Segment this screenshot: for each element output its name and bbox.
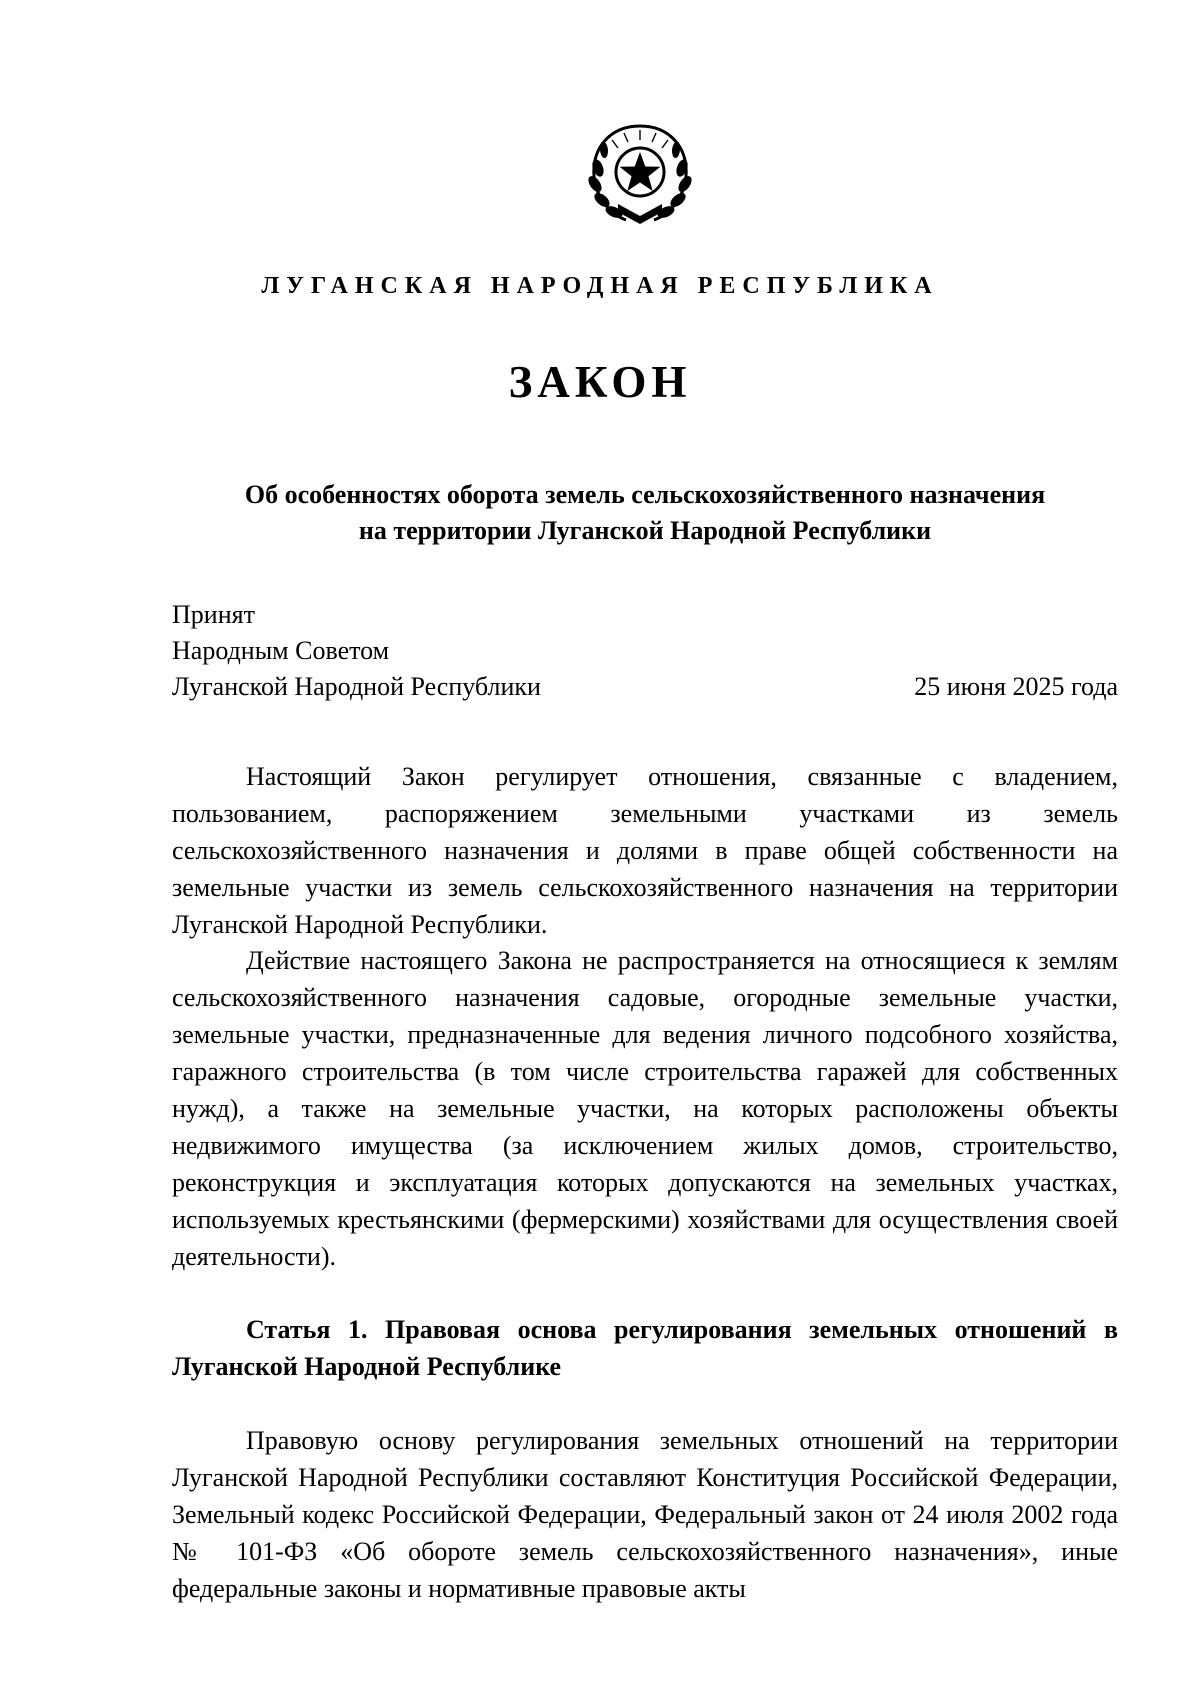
adoption-line-3: Луганской Народной Республики	[172, 672, 541, 701]
adoption-line-1: Принят	[172, 600, 255, 629]
article-1-paragraph-1: Правовую основу регулирования земельных отношений на территории Луганской Народной Республики составляют Конституция Российской Федерации, Земельный кодекс Российской Федерации, Федеральный закон от 24 июля 2002 года № 101-ФЗ «Об обороте земель сельскохозяйственного назначения», иные федеральные законы и нормативные правовые акты	[172, 1426, 1118, 1603]
law-title-line-2: на территории Луганской Народной Республики	[358, 516, 932, 545]
adoption-block	[172, 597, 1118, 705]
preamble-paragraph-1-block	[172, 758, 1118, 943]
article-1-paragraph-1-block	[172, 1422, 1118, 1607]
coat-of-arms-icon	[580, 120, 700, 230]
preamble-paragraph-1: Настоящий Закон регулирует отношения, связанные с владением, пользованием, распоряжением земельными участками из земель сельскохозяйственного назначения и долями в праве общей собственности на земельные участки из земель сельскохозяйственного назначения на территории Луганской Народной Республики.	[172, 762, 1118, 939]
preamble-paragraph-2: Действие настоящего Закона не распространяется на относящиеся к землям сельскохозяйственного назначения садовые, огородные земельные участки, земельные участки, предназначенные для ведения личного подсобного хозяйства, гаражного строительства (в том числе строительства гаражей для собственных нужд), а также на земельные участки, на которых расположены объекты недвижимого имущества (за исключением жилых домов, строительство, реконструкция и эксплуатация которых допускаются на земельных участках, используемых крестьянскими (фермерскими) хозяйствами для осуществления своей деятельности).	[172, 946, 1118, 1271]
law-title-line-1: Об особенностях оборота земель сельскохозяйственного назначения	[244, 480, 1046, 509]
law-title	[172, 477, 1118, 549]
republic-name: ЛУГАНСКАЯ НАРОДНАЯ РЕСПУБЛИКА	[261, 273, 939, 299]
adoption-line-2: Народным Советом	[172, 636, 390, 665]
adoption-date: 25 июня 2025 года	[914, 672, 1118, 701]
document-type-heading: ЗАКОН	[508, 357, 692, 407]
article-1-heading: Статья 1. Правовая основа регулирования земельных отношений в Луганской Народной Республике	[172, 1315, 1118, 1381]
preamble-paragraph-2-block	[172, 942, 1118, 1275]
